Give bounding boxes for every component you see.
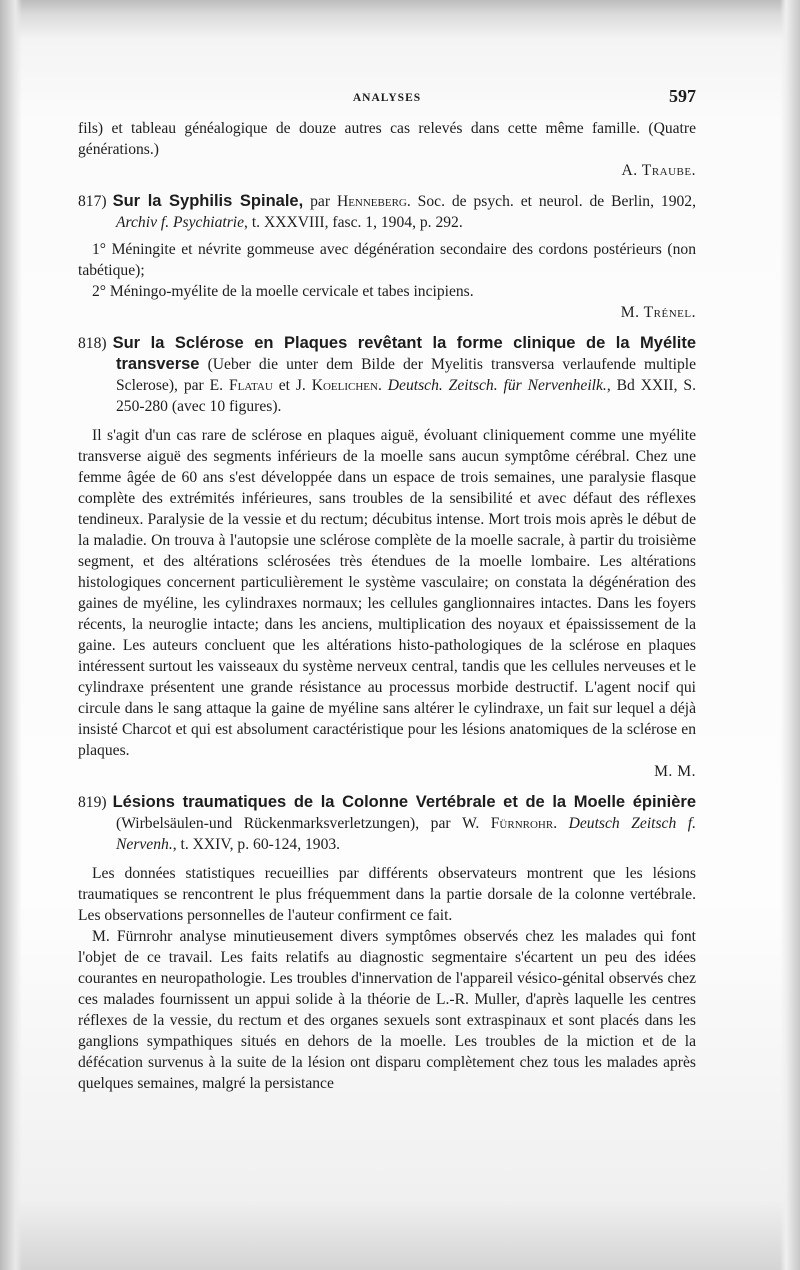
continuation-text: fils) et tableau généalogique de douze autres cas relevés dans cette même famille. (Quatre générations.) (78, 120, 696, 158)
article-819 (78, 792, 696, 1094)
article-819-journal: Deutsch Zeitsch f. Nervenh. (116, 815, 697, 853)
article-819-heading (78, 792, 696, 855)
article-818-author-1: E. Flatau (209, 377, 273, 394)
article-819-author: W. Fürnrohr (462, 815, 554, 832)
article-817-citation-pre: par (310, 193, 337, 210)
article-817-author: Henneberg (336, 193, 407, 210)
signature-mm: M. M. (654, 763, 696, 780)
article-818-title: Sur la Sclérose en Plaques revêtant la forme clinique de la Myélite transverse (112, 334, 696, 373)
article-818-body: Il s'agit d'un cas rare de sclérose en plaques aiguë, évoluant cliniquement comme une myélite transverse aiguë des segments inférieurs de la moelle sans aucun symptôme cérébral. Chez une femme âgée de 60 ans s'est développée dans un espace de trois semaines, une paralysie flasque complète des extrémités inférieures, sans troubles de la sensibilité et avec défaut des réflexes tendineux. Paralysie de la vessie et du rectum; décubitus intense. Mort trois mois après le début de la maladie. On trouva à l'autopsie une sclérose complète de la moelle sacrale, à partir du troisième segment, et des altérations sclérosées très étendues de la moelle lombaire. Les altérations histologiques concernent particulièrement le système vasculaire; on constata la dégénération des gaines de myéline, les cylindraxes normaux; les cellules ganglionnaires intactes. Dans les foyers récents, la neuroglie intacte; dans les anciens, multiplication des noyaux et épaississement de la gaine. Les auteurs concluent que les altérations histo-pathologiques de la sclérose en plaques intéressent surtout les vaisseaux du système nerveux central, tandis que les cellules nerveuses et le cylindraxe présentent une grande résistance au processus morbide destructif. L'agent nocif qui circule dans le sang attaque la gaine de myéline sans altérer le cylindraxe, un fait sur lequel a déjà insisté Charcot et qui est absolument caractéristique pour les lésions anatomiques de la sclérose en plaques. (78, 427, 696, 759)
page-body (78, 118, 696, 1094)
article-819-number: 819) (78, 794, 107, 811)
page-shadow-left (0, 0, 22, 1270)
article-817-number: 817) (78, 193, 107, 210)
article-818-journal: Deutsch. Zeitsch. für Nervenheilk. (387, 377, 607, 394)
signature-traube: A. Traube. (621, 162, 696, 179)
article-817-citation-mid: . Soc. de psych. et neurol. de Berlin, 1902, (406, 193, 697, 210)
article-818-citation-pre: (Ueber die unter dem Bilde der Myelitis transversa verlaufende multiple Sclerose), par (116, 356, 696, 394)
page-shadow-right (780, 0, 800, 1270)
article-817 (78, 191, 696, 323)
page-header (78, 86, 696, 110)
article-819-citation-post: , t. XXIV, p. 60-124, 1903. (172, 836, 341, 853)
article-819-title: Lésions traumatiques de la Colonne Vertébrale et de la Moelle épinière (112, 793, 696, 811)
article-819-citation-pre: (Wirbelsäulen-und Rückenmarksverletzungen), par (116, 815, 463, 832)
article-817-title: Sur la Syphilis Spinale, (112, 192, 304, 210)
article-817-item-2: 2° Méningo-myélite de la moelle cervicale et tabes incipiens. (92, 283, 474, 300)
article-817-journal: Archiv f. Psychiatrie (116, 214, 245, 231)
article-818 (78, 333, 696, 782)
article-818-citation-post: , Bd XXII, S. 250-280 (avec 10 figures). (116, 377, 696, 415)
running-title: ANALYSES (352, 92, 422, 104)
article-817-item-1: 1° Méningite et névrite gommeuse avec dégénération secondaire des cordons postérieurs (non tabétique); (78, 241, 696, 279)
article-819-paragraph-2: M. Fürnrohr analyse minutieusement divers symptômes observés chez les malades qui font l'objet de ce travail. Les faits relatifs au diagnostic segmentaire s'écartent un peu des idées courantes en neuropathologie. Les troubles d'innervation de l'appareil vésico-génital observés chez ces malades fournissent un appui solide à la théorie de L.-R. Muller, d'après laquelle les centres réflexes de la vessie, du rectum et des organes sexuels sont extraspinaux et sont placés dans les ganglions sympathiques situés en dehors de la moelle. Les troubles de la miction et de la défécation survenus à la suite de la lésion ont disparu complètement chez tous les malades après quelques semaines, malgré la persistance (78, 928, 696, 1092)
article-817-citation-post: , t. XXXVIII, fasc. 1, 1904, p. 292. (244, 214, 463, 231)
article-819-paragraph-1: Les données statistiques recueillies par différents observateurs montrent que les lésions traumatiques se rencontrent le plus fréquemment dans la partie dorsale de la colonne vertébrale. Les observations personnelles de l'auteur confirment ce fait. (78, 865, 696, 924)
signature-trenel: M. Trénel. (620, 304, 696, 321)
article-817-heading (78, 191, 696, 233)
page-number: 597 (669, 86, 696, 106)
article-818-citation-dot: . (377, 377, 388, 394)
article-818-heading (78, 333, 696, 417)
article-818-citation-and: et (272, 377, 296, 394)
article-818-number: 818) (78, 335, 107, 352)
article-819-citation-dot: . (553, 815, 569, 832)
article-818-author-2: J. Koelichen (295, 377, 378, 394)
